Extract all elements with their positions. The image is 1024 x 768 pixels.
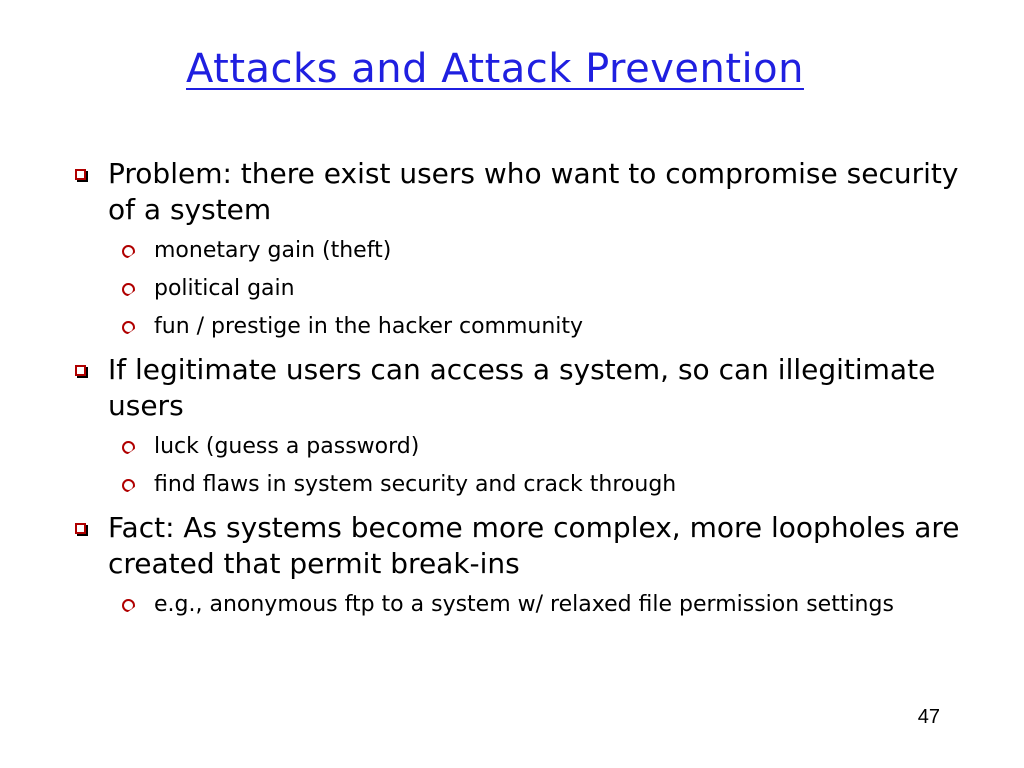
slide-title: Attacks and Attack Prevention <box>186 46 804 92</box>
bullet-text: If legitimate users can access a system, so can illegitimate users <box>108 353 936 422</box>
bullet-text: Fact: As systems become more complex, more loopholes are created that permit break-ins <box>108 511 960 580</box>
sub-bullet-text: political gain <box>154 276 295 301</box>
sub-bullet-text: fun / prestige in the hacker community <box>154 314 584 339</box>
bullet-item <box>70 156 970 228</box>
bullet-item <box>70 510 970 582</box>
sub-bullet-text: find flaws in system security and crack through <box>154 472 677 497</box>
sub-bullet-item <box>70 274 970 304</box>
sub-bullet-item <box>70 236 970 266</box>
hollow-square-bullet-icon <box>75 365 86 376</box>
hollow-circle-bullet-icon <box>122 245 135 258</box>
hollow-square-bullet-icon <box>75 523 86 534</box>
sub-bullet-text: monetary gain (theft) <box>154 238 392 263</box>
hollow-circle-bullet-icon <box>122 441 135 454</box>
hollow-circle-bullet-icon <box>122 599 135 612</box>
hollow-circle-bullet-icon <box>122 283 135 296</box>
sub-bullet-text: luck (guess a password) <box>154 434 420 459</box>
sub-bullet-item <box>70 470 970 500</box>
sub-bullet-item <box>70 590 970 620</box>
hollow-square-bullet-icon <box>75 169 86 180</box>
sub-bullet-item <box>70 312 970 342</box>
hollow-circle-bullet-icon <box>122 479 135 492</box>
sub-bullet-item <box>70 432 970 462</box>
bullet-item <box>70 352 970 424</box>
sub-bullet-text: e.g., anonymous ftp to a system w/ relaxed file permission settings <box>154 592 894 617</box>
hollow-circle-bullet-icon <box>122 321 135 334</box>
page-number: 47 <box>917 706 940 728</box>
bullet-list <box>70 152 970 620</box>
bullet-text: Problem: there exist users who want to compromise security of a system <box>108 157 959 226</box>
